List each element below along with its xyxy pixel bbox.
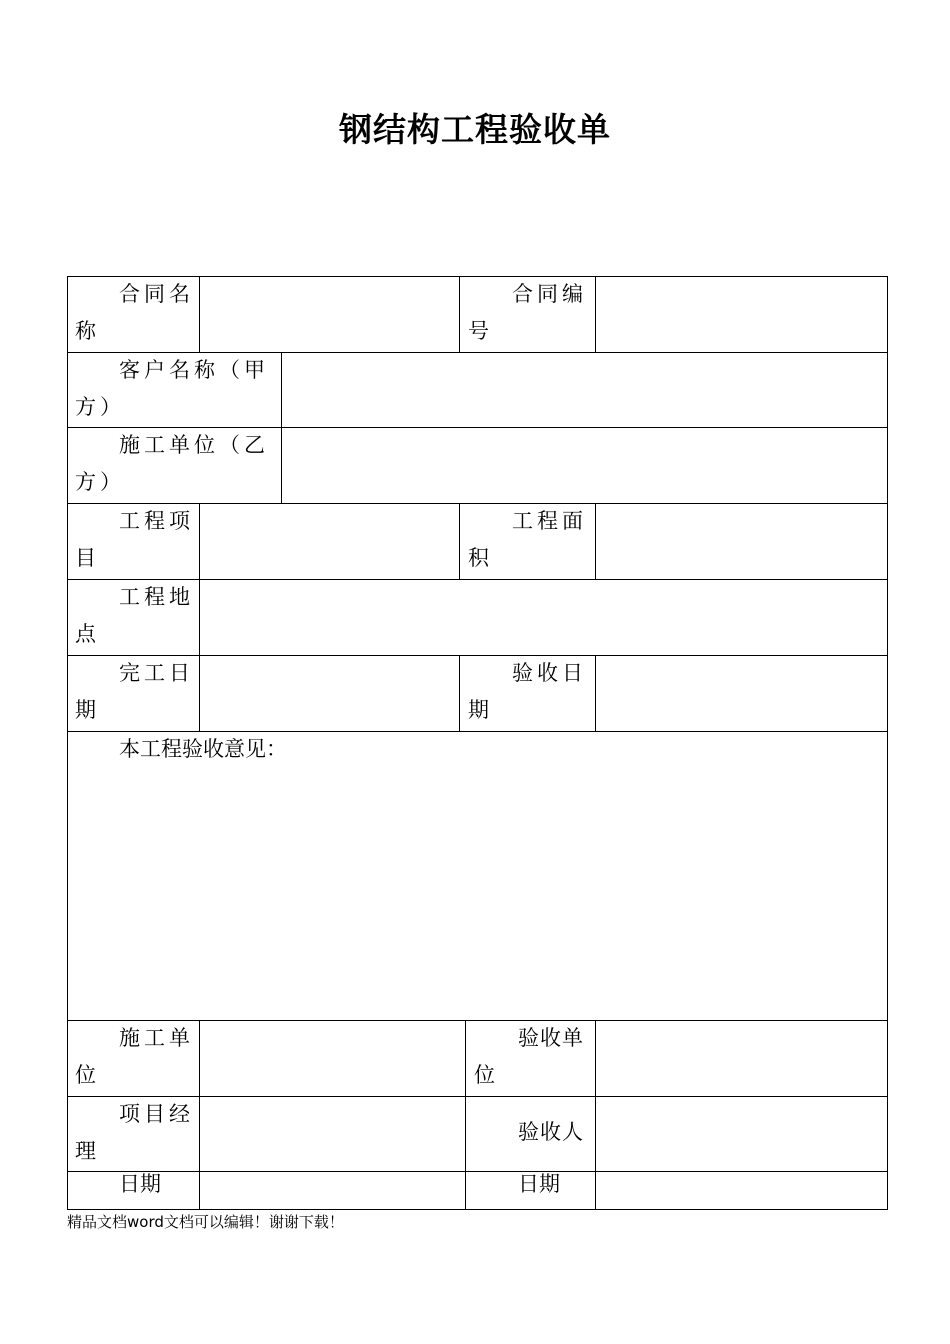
acceptance-opinion-field[interactable] — [68, 771, 887, 1020]
contractor-field[interactable] — [282, 428, 887, 503]
footer-note: 精品文档word文档可以编辑！谢谢下载！ — [67, 1213, 344, 1231]
completion-date-field[interactable] — [200, 656, 459, 731]
project-manager-label: 项目经理 — [75, 1102, 194, 1163]
construction-unit-field[interactable] — [200, 1021, 465, 1096]
contractor-label: 施工单位（乙方） — [75, 433, 269, 494]
contract-number-field[interactable] — [596, 277, 887, 352]
acceptance-date-label: 验收日期 — [468, 661, 587, 722]
table-border-right — [887, 276, 888, 1210]
client-name-field[interactable] — [282, 353, 887, 427]
completion-date-label: 完工日期 — [75, 661, 194, 722]
acceptor-field[interactable] — [596, 1097, 887, 1171]
project-item-label: 工程项目 — [75, 509, 194, 570]
acceptance-unit-field[interactable] — [596, 1021, 887, 1096]
date-label-left: 日期 — [119, 1172, 161, 1196]
table-border-bottom — [67, 1209, 888, 1210]
contract-name-label: 合同名称 — [75, 282, 194, 343]
acceptance-date-field[interactable] — [596, 656, 887, 731]
acceptance-unit-label: 验收单位 — [474, 1026, 584, 1087]
project-manager-field[interactable] — [200, 1097, 465, 1171]
date-field-left[interactable] — [200, 1172, 465, 1209]
client-name-label: 客户名称（甲方） — [75, 358, 269, 419]
project-location-label: 工程地点 — [75, 585, 194, 646]
construction-unit-label: 施工单位 — [75, 1026, 194, 1087]
project-item-field[interactable] — [200, 504, 459, 579]
acceptance-opinion-label: 本工程验收意见： — [119, 737, 287, 761]
date-field-right[interactable] — [596, 1172, 887, 1209]
acceptance-form — [67, 276, 888, 1210]
project-location-field[interactable] — [200, 580, 887, 655]
project-area-label: 工程面积 — [468, 509, 587, 570]
acceptor-label: 验收人 — [518, 1120, 584, 1144]
project-area-field[interactable] — [596, 504, 887, 579]
contract-number-label: 合同编号 — [468, 282, 587, 343]
date-label-right: 日期 — [518, 1172, 560, 1196]
contract-name-field[interactable] — [200, 277, 459, 352]
document-title: 钢结构工程验收单 — [339, 110, 611, 149]
